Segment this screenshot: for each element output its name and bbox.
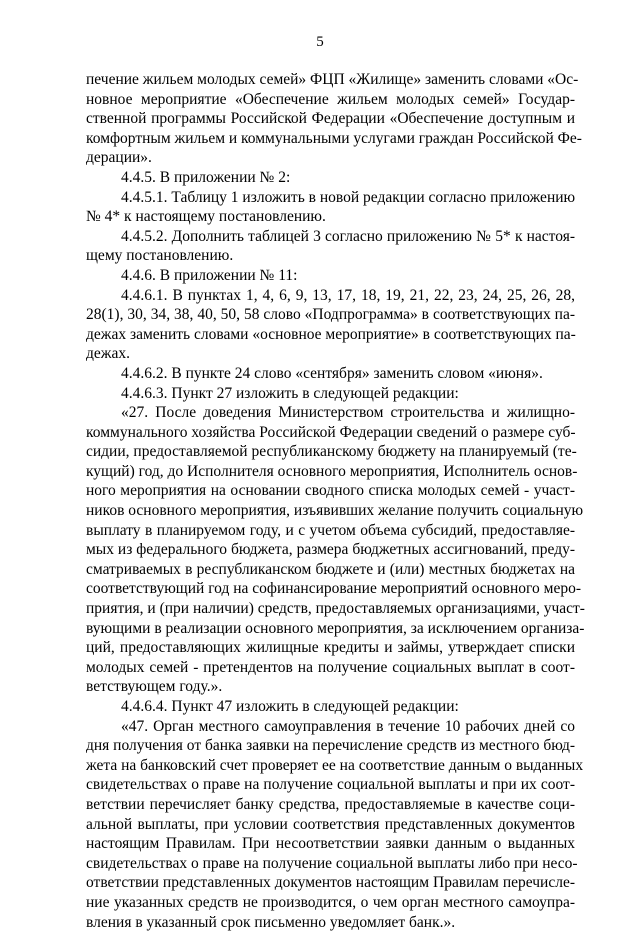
text-line: 4.4.6.1. В пунктах 1, 4, 6, 9, 13, 17, 18, 19, 21, 22, 23, 24, 25, 26, 28,	[121, 286, 575, 304]
text-line: ственной программы Российской Федерации «Обеспечение доступным и	[86, 110, 575, 128]
text-line: 4.4.5.2. Дополнить таблицей 3 согласно приложению № 5* к настоя-	[121, 227, 575, 245]
text-line: щему постановлению.	[86, 247, 234, 265]
text-line: свидетельствах о праве на получение социальной выплаты и при их соот-	[86, 776, 575, 794]
text-line: ного мероприятия на основании сводного списка молодых семей - участ-	[86, 482, 575, 500]
document-body	[86, 70, 585, 932]
text-line: ние указанных средств не производится, о чем орган местного самоупра-	[86, 893, 575, 911]
text-line: жета на банковский счет проверяет ее на соответствие данным о выданных	[86, 756, 584, 774]
text-line: 28(1), 30, 34, 38, 40, 50, 58 слово «Подпрограмма» в соответствующих па-	[86, 306, 575, 324]
text-line: альной выплаты, при условии соответствия представленных документов	[86, 815, 575, 833]
text-line: дня получения от банка заявки на перечисление средств из местного бюд-	[86, 737, 576, 755]
text-line: печение жильем молодых семей» ФЦП «Жилище» заменить словами «Ос-	[86, 71, 579, 88]
text-line: кущий) год, до Исполнителя основного мероприятия, Исполнитель основ-	[86, 462, 578, 480]
text-line: сматриваемых в республиканском бюджете и (или) местных бюджетах на	[86, 560, 575, 578]
text-line: комфортным жильем и коммунальными услугами граждан Российской Фе-	[86, 129, 582, 147]
text-line: «27. После доведения Министерством строительства и жилищно-	[121, 404, 575, 422]
text-line: вующими в реализации основного мероприятия, за исключением организа-	[86, 619, 585, 637]
text-line: выплату в планируемом году, и с учетом объема субсидий, предоставляе-	[86, 521, 575, 539]
text-line: 4.4.6.4. Пункт 47 изложить в следующей редакции:	[121, 698, 459, 715]
text-line: дежах заменить словами «основное мероприятие» в соответствующих па-	[86, 325, 576, 343]
text-line: мых из федерального бюджета, размера бюджетных ассигнований, преду-	[86, 541, 575, 559]
page-number: 5	[316, 34, 324, 50]
text-line: № 4* к настоящему постановлению.	[86, 208, 326, 226]
text-line: «47. Орган местного самоуправления в течение 10 рабочих дней со	[121, 717, 575, 735]
text-line: ций, предоставляющих жилищные кредиты и займы, утверждает списки	[86, 639, 575, 657]
text-line: 4.4.5.1. Таблицу 1 изложить в новой редакции согласно приложению	[121, 188, 576, 206]
text-line: молодых семей - претендентов на получение социальных выплат в соот-	[86, 658, 575, 676]
text-line: новное мероприятие «Обеспечение жильем молодых семей» Государ-	[86, 90, 575, 108]
text-line: ников основного мероприятия, изъявивших желание получить социальную	[86, 502, 584, 520]
text-line: соответствующий год на софинансирование мероприятий основного меро-	[86, 580, 581, 598]
text-line: 4.4.6.2. В пункте 24 слово «сентября» заменить словом «июня».	[121, 364, 543, 382]
text-line: 4.4.5. В приложении № 2:	[121, 168, 291, 186]
text-line: ветствующем году.».	[86, 678, 223, 696]
text-line: сидии, предоставляемой республиканскому бюджету на планируемый (те-	[86, 443, 577, 461]
text-line: дерации».	[86, 149, 152, 167]
text-line: приятия, и (при наличии) средств, предоставляемых организациями, участ-	[86, 600, 585, 618]
text-line: 4.4.6. В приложении № 11:	[121, 266, 298, 284]
text-line: 4.4.6.3. Пункт 27 изложить в следующей редакции:	[121, 384, 459, 402]
text-line: ветствии перечисляет банку средства, предоставляемые в качестве соци-	[86, 795, 575, 813]
text-line: дежах.	[86, 345, 130, 363]
text-line: свидетельствах о праве на получение социальной выплаты либо при несо-	[86, 854, 578, 872]
text-line: настоящим Правилам. При несоответствии заявки данным о выданных	[86, 835, 575, 853]
text-line: вления в указанный срок письменно уведомляет банк.».	[86, 913, 456, 931]
text-line: ответствии представленных документов настоящим Правилам перечисле-	[86, 874, 575, 892]
text-line: коммунального хозяйства Российской Федерации сведений о размере суб-	[86, 423, 576, 441]
